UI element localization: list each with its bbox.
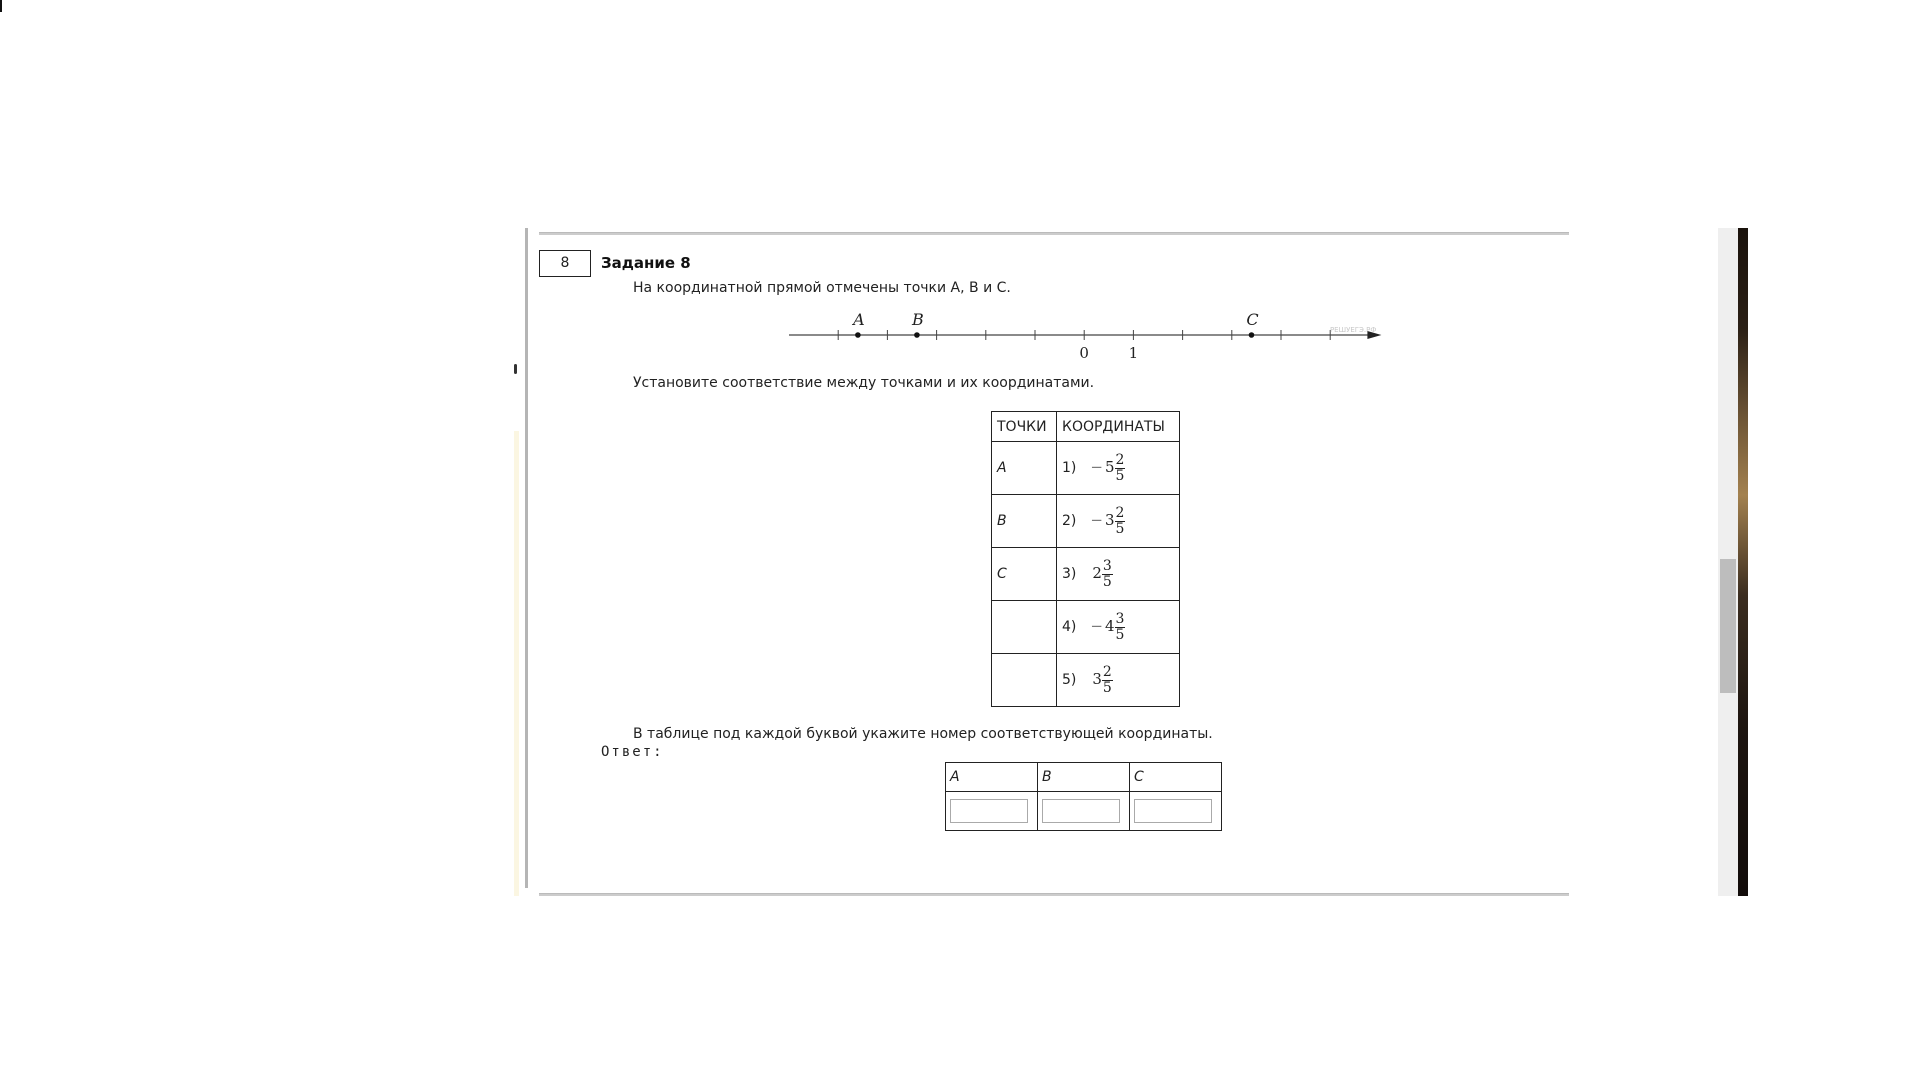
fraction bbox=[1102, 665, 1113, 696]
point-cell: A bbox=[992, 442, 1057, 495]
point-cell: B bbox=[992, 495, 1057, 548]
answer-hint-text: В таблице под каждой буквой укажите номер соответствующей координаты. bbox=[633, 726, 1213, 742]
fraction bbox=[1115, 612, 1126, 643]
option-number: 3) bbox=[1062, 566, 1077, 582]
point-c-marker bbox=[1249, 332, 1255, 338]
fraction bbox=[1115, 453, 1126, 484]
fraction bbox=[1102, 559, 1113, 590]
mixed-number bbox=[1082, 504, 1125, 537]
denominator: 5 bbox=[1102, 679, 1112, 696]
denominator: 5 bbox=[1102, 573, 1112, 590]
coordinate-cell bbox=[1057, 442, 1180, 495]
answer-input-b[interactable] bbox=[1042, 799, 1120, 823]
minus-sign: − bbox=[1090, 511, 1103, 529]
numerator: 2 bbox=[1115, 451, 1125, 468]
task-instruction-text: Установите соответствие между точками и их координатами. bbox=[633, 375, 1095, 391]
top-divider bbox=[539, 232, 1569, 235]
answer-label: Ответ: bbox=[601, 744, 664, 760]
whole-part: 5 bbox=[1104, 458, 1115, 476]
header-coordinates: КООРДИНАТЫ bbox=[1057, 412, 1180, 442]
table-row bbox=[992, 442, 1180, 495]
numerator: 3 bbox=[1102, 557, 1112, 574]
whole-part: 3 bbox=[1104, 511, 1115, 529]
left-border-line bbox=[525, 228, 528, 888]
whole-part: 2 bbox=[1092, 564, 1102, 582]
denominator: 5 bbox=[1115, 520, 1125, 537]
task-intro-text: На координатной прямой отмечены точки A, B и C. bbox=[633, 280, 1011, 296]
denominator: 5 bbox=[1115, 626, 1125, 643]
mixed-number bbox=[1082, 663, 1112, 696]
number-line bbox=[780, 300, 1400, 370]
point-a-marker bbox=[855, 332, 861, 338]
task-number-box: 8 bbox=[539, 250, 591, 277]
corner-mark bbox=[0, 0, 2, 12]
point-cell bbox=[992, 654, 1057, 707]
match-table bbox=[991, 411, 1180, 707]
answer-input-a[interactable] bbox=[950, 799, 1028, 823]
coordinate-cell bbox=[1057, 495, 1180, 548]
minus-sign: − bbox=[1090, 617, 1103, 635]
mixed-number bbox=[1082, 557, 1112, 590]
coordinate-cell bbox=[1057, 548, 1180, 601]
fraction bbox=[1115, 506, 1126, 537]
numerator: 3 bbox=[1115, 610, 1125, 627]
whole-part: 3 bbox=[1092, 670, 1102, 688]
point-label: B bbox=[912, 310, 924, 329]
option-number: 2) bbox=[1062, 513, 1077, 529]
mixed-number bbox=[1082, 610, 1125, 643]
option-number: 4) bbox=[1062, 619, 1077, 635]
left-mark bbox=[514, 364, 517, 374]
vertical-scrollbar[interactable] bbox=[1718, 228, 1738, 896]
coordinate-cell bbox=[1057, 601, 1180, 654]
point-label: A bbox=[853, 310, 865, 329]
point-b-marker bbox=[914, 332, 920, 338]
mixed-number bbox=[1082, 451, 1125, 484]
table-row bbox=[992, 601, 1180, 654]
table-row bbox=[992, 548, 1180, 601]
answer-header-c: C bbox=[1130, 763, 1222, 792]
scrollbar-thumb[interactable] bbox=[1720, 559, 1736, 693]
whole-part: 4 bbox=[1104, 617, 1115, 635]
table-row bbox=[992, 654, 1180, 707]
watermark: РЕШУЕГЭ.РФ bbox=[1329, 326, 1377, 334]
answer-input-c[interactable] bbox=[1134, 799, 1212, 823]
answer-header-b: B bbox=[1038, 763, 1130, 792]
minus-sign: − bbox=[1090, 458, 1103, 476]
answer-header-a: A bbox=[946, 763, 1038, 792]
answer-table bbox=[945, 762, 1222, 831]
option-number: 5) bbox=[1062, 672, 1077, 688]
left-strip bbox=[514, 431, 519, 896]
coordinate-cell bbox=[1057, 654, 1180, 707]
point-cell: C bbox=[992, 548, 1057, 601]
bottom-divider bbox=[539, 893, 1569, 896]
task-title: Задание 8 bbox=[601, 254, 691, 272]
axis-label: 1 bbox=[1128, 344, 1139, 362]
axis-label: 0 bbox=[1079, 344, 1089, 362]
table-row bbox=[992, 495, 1180, 548]
numerator: 2 bbox=[1102, 663, 1112, 680]
background-image-strip bbox=[1738, 228, 1748, 896]
denominator: 5 bbox=[1115, 467, 1125, 484]
point-label: C bbox=[1246, 310, 1259, 329]
header-points: ТОЧКИ bbox=[992, 412, 1057, 442]
numerator: 2 bbox=[1115, 504, 1125, 521]
option-number: 1) bbox=[1062, 460, 1077, 476]
point-cell bbox=[992, 601, 1057, 654]
